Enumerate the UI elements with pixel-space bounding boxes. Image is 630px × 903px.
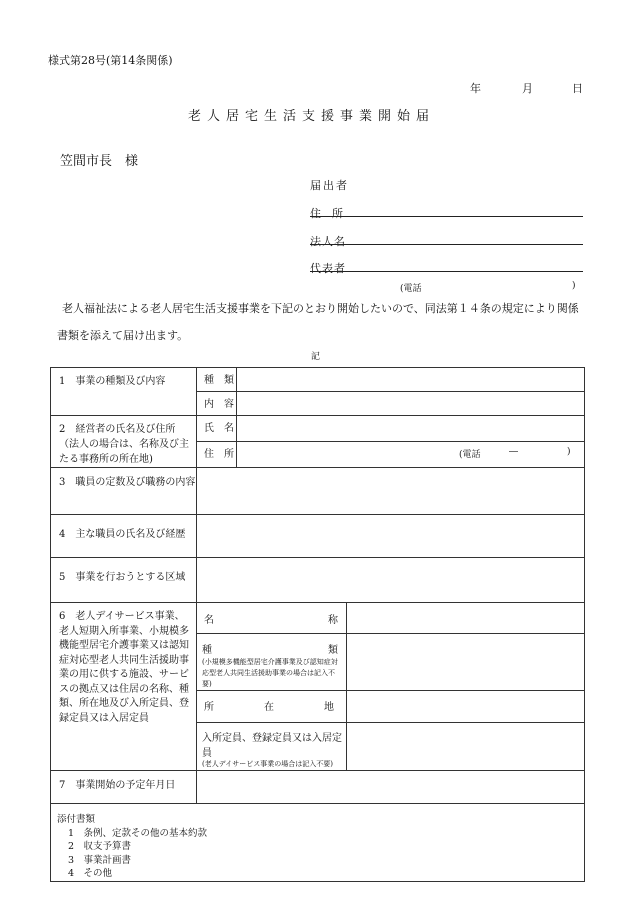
row6-location-char2: 在 xyxy=(264,702,274,713)
row6-location-char3: 地 xyxy=(324,702,334,713)
row1-type-field[interactable] xyxy=(237,368,585,392)
date-month-label: 月 xyxy=(522,82,533,95)
form-number: 様式第28号(第14条関係) xyxy=(48,54,173,67)
row2-address-label: 住 所 xyxy=(197,442,237,468)
row6-type-label xyxy=(197,634,347,691)
row1-label: 1 事業の種類及び内容 xyxy=(51,368,197,416)
ki-label: 記 xyxy=(311,352,321,362)
row2-phone-close: ) xyxy=(567,447,571,457)
row1-content-field[interactable] xyxy=(237,392,585,416)
row6-location-char1: 所 xyxy=(204,702,214,713)
row6-name-label xyxy=(197,603,347,634)
phone-open: (電話 xyxy=(400,284,422,294)
body-text-line1: 老人福祉法による老人居宅生活支援事業を下記のとおり開始したいので、同法第１４条の規定により関係 xyxy=(62,302,579,315)
attachment-item: 2 収支予算書 xyxy=(68,841,132,852)
row6-name-char2: 称 xyxy=(328,615,338,626)
representative-label: 代表者 xyxy=(310,262,346,275)
row6-type-field[interactable] xyxy=(347,634,585,691)
address-line[interactable] xyxy=(310,216,583,217)
row6-location-field[interactable] xyxy=(347,691,585,723)
date-year-label: 年 xyxy=(470,82,481,95)
phone-close: ) xyxy=(572,281,576,291)
date-day-label: 日 xyxy=(572,82,583,95)
row6-capacity-field[interactable] xyxy=(347,723,585,771)
attachments-cell xyxy=(51,804,585,882)
attachments-heading: 添付書類 xyxy=(57,814,96,825)
row7-field[interactable] xyxy=(197,771,585,804)
attachment-item: 1 条例、定款その他の基本約款 xyxy=(68,827,208,839)
attachment-item: 3 事業計画書 xyxy=(68,854,132,866)
body-text-line2: 書類を添えて届け出ます。 xyxy=(57,329,189,342)
row2-phone-open: (電話 xyxy=(459,450,481,460)
row3-field[interactable] xyxy=(197,468,585,515)
notifier-heading: 届出者 xyxy=(310,179,349,192)
row6-capacity-label xyxy=(197,723,347,771)
row2-name-field[interactable] xyxy=(237,416,585,442)
row6-location-label xyxy=(197,691,347,723)
addressee: 笠間市長 様 xyxy=(60,154,139,169)
row4-field[interactable] xyxy=(197,515,585,558)
address-label: 住 所 xyxy=(310,207,343,220)
row2-phone-dash: ― xyxy=(509,447,518,457)
row2-name-label: 氏 名 xyxy=(197,416,237,442)
row6-name-field[interactable] xyxy=(347,603,585,634)
row5-label: 5 事業を行おうとする区域 xyxy=(51,558,197,603)
row3-label: 3 職員の定数及び職務の内容 xyxy=(51,468,197,515)
row2-label: 2 経営者の氏名及び住所（法人の場合は、名称及び主たる事務所の所在地) xyxy=(51,416,197,468)
row6-type-note: (小規模多機能型居宅介護事業及び認知症対応型老人共同生活援助事業の場合は記入不要) xyxy=(202,658,338,688)
row1-type-label: 種 類 xyxy=(197,368,237,392)
corporation-label: 法人名 xyxy=(310,235,346,248)
corporation-line[interactable] xyxy=(310,244,583,245)
row5-field[interactable] xyxy=(197,558,585,603)
row2-address-field[interactable] xyxy=(237,442,585,468)
row7-label: 7 事業開始の予定年月日 xyxy=(51,771,197,804)
row6-capacity-text: 入所定員、登録定員又は入居定員 xyxy=(202,733,342,759)
row6-type-char2: 類 xyxy=(328,645,338,656)
application-table xyxy=(50,367,585,882)
row6-name-char1: 名 xyxy=(204,615,214,626)
attachment-item: 4 その他 xyxy=(68,868,113,879)
representative-line[interactable] xyxy=(310,271,583,272)
document-title: 老人居宅生活支援事業開始届 xyxy=(188,109,436,124)
row6-label: 6 老人デイサービス事業、老人短期入所事業、小規模多機能型居宅介護事業又は認知症対応型老人共同生活援助事業の用に供する施設、サービスの拠点又は住居の名称、種類、所在地及び入所定員、登録定員又は入居定員 xyxy=(51,603,197,771)
row6-capacity-note: (老人デイサービス事業の場合は記入不要) xyxy=(202,760,333,768)
row4-label: 4 主な職員の氏名及び経歴 xyxy=(51,515,197,558)
row1-content-label: 内 容 xyxy=(197,392,237,416)
row6-type-char1: 種 xyxy=(202,645,212,656)
